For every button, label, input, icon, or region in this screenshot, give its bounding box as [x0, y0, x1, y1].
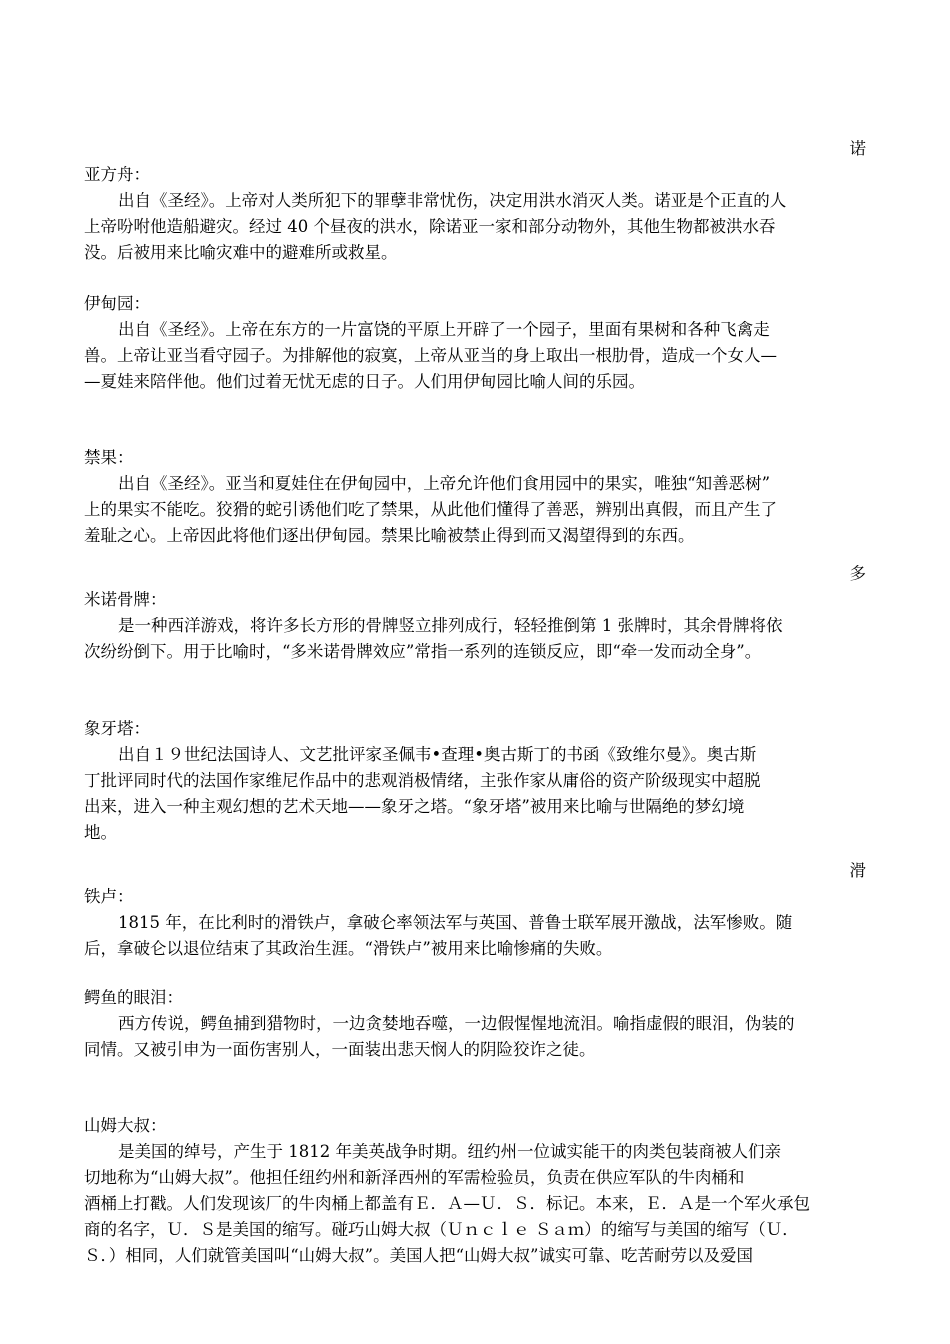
paragraph-line: 商的名字，Ｕ．Ｓ是美国的缩写。碰巧山姆大叔（Ｕｎｃｌｅ Ｓａｍ）的缩写与美国的缩写（Ｕ． — [84, 1220, 799, 1239]
paragraph-line: 切地称为“山姆大叔”。他担任纽约州和新泽西州的军需检验员，负责在供应军队的牛肉桶和 — [84, 1168, 745, 1187]
section-title-head: 多 — [849, 564, 866, 583]
paragraph-line: —夏娃来陪伴他。他们过着无忧无虑的日子。人们用伊甸园比喻人间的乐园。 — [84, 372, 645, 391]
section-title: 山姆大叔： — [84, 1116, 167, 1135]
paragraph-line: 没。后被用来比喻灾难中的避难所或救星。 — [84, 243, 398, 262]
section-title: 伊甸园： — [84, 294, 150, 313]
paragraph-line: 出来，进入一种主观幻想的艺术天地——象牙之塔。“象牙塔”被用来比喻与世隔绝的梦幻境 — [84, 797, 745, 816]
section-title: 鳄鱼的眼泪： — [84, 988, 183, 1007]
paragraph-line: 是一种西洋游戏，将许多长方形的骨牌竖立排列成行，轻轻推倒第 1 张牌时，其余骨牌将依 — [118, 616, 783, 635]
paragraph-line: 兽。上帝让亚当看守园子。为排解他的寂寞，上帝从亚当的身上取出一根肋骨，造成一个女人— — [84, 346, 777, 365]
paragraph-line: 出自《圣经》。上帝在东方的一片富饶的平原上开辟了一个园子，里面有果树和各种飞禽走 — [118, 320, 770, 339]
paragraph-line: 地。 — [84, 823, 117, 842]
paragraph-line: 出自《圣经》。上帝对人类所犯下的罪孽非常忧伤，决定用洪水消灭人类。诺亚是个正直的人 — [118, 191, 787, 210]
paragraph-line: 出自１９世纪法国诗人、文艺批评家圣佩韦•查理•奥古斯丁的书函《致维尔曼》。奥古斯 — [118, 745, 757, 764]
section-title: 象牙塔： — [84, 719, 150, 738]
section-title-head: 滑 — [849, 861, 866, 880]
paragraph-line: 后，拿破仑以退位结束了其政治生涯。“滑铁卢”被用来比喻惨痛的失败。 — [84, 939, 613, 958]
paragraph-line: 同情。又被引申为一面伤害别人，一面装出悲天悯人的阴险狡诈之徒。 — [84, 1040, 596, 1059]
section-title-head: 诺 — [849, 139, 866, 158]
paragraph-line: 丁批评同时代的法国作家维尼作品中的悲观消极情绪，主张作家从庸俗的资产阶级现实中超脱 — [84, 771, 761, 790]
paragraph-line: Ｓ．）相同，人们就管美国叫“山姆大叔”。美国人把“山姆大叔”诚实可靠、吃苦耐劳以及爱国 — [84, 1246, 753, 1265]
paragraph-line: 羞耻之心。上帝因此将他们逐出伊甸园。禁果比喻被禁止得到而又渴望得到的东西。 — [84, 526, 695, 545]
section-title: 禁果： — [84, 448, 134, 467]
paragraph-line: 上帝吩咐他造船避灾。经过 40 个昼夜的洪水，除诺亚一家和部分动物外，其他生物都被洪水吞 — [84, 217, 776, 236]
section-title: 米诺骨牌： — [84, 590, 167, 609]
paragraph-line: 西方传说，鳄鱼捕到猎物时，一边贪婪地吞噬，一边假惺惺地流泪。喻指虚假的眼泪，伪装的 — [118, 1014, 795, 1033]
paragraph-line: 出自《圣经》。亚当和夏娃住在伊甸园中，上帝允许他们食用园中的果实，唯独“知善恶树” — [118, 474, 771, 493]
paragraph-line: 酒桶上打戳。人们发现该厂的牛肉桶上都盖有Ｅ．Ａ—Ｕ．Ｓ．标记。本来，Ｅ．Ａ是一个军火承包 — [84, 1194, 810, 1213]
paragraph-line: 是美国的绰号，产生于 1812 年美英战争时期。纽约州一位诚实能干的肉类包装商被人们亲 — [118, 1142, 781, 1161]
section-title: 铁卢： — [84, 887, 134, 906]
section-title: 亚方舟： — [84, 165, 150, 184]
paragraph-line: 上的果实不能吃。狡猾的蛇引诱他们吃了禁果，从此他们懂得了善恶，辨别出真假，而且产生了 — [84, 500, 777, 519]
paragraph-line: 次纷纷倒下。用于比喻时，“多米诺骨牌效应”常指一系列的连锁反应，即“牵一发而动全身”。 — [84, 642, 762, 661]
paragraph-line: 1815 年，在比利时的滑铁卢，拿破仑率领法军与英国、普鲁士联军展开激战，法军惨败。随 — [118, 913, 793, 932]
